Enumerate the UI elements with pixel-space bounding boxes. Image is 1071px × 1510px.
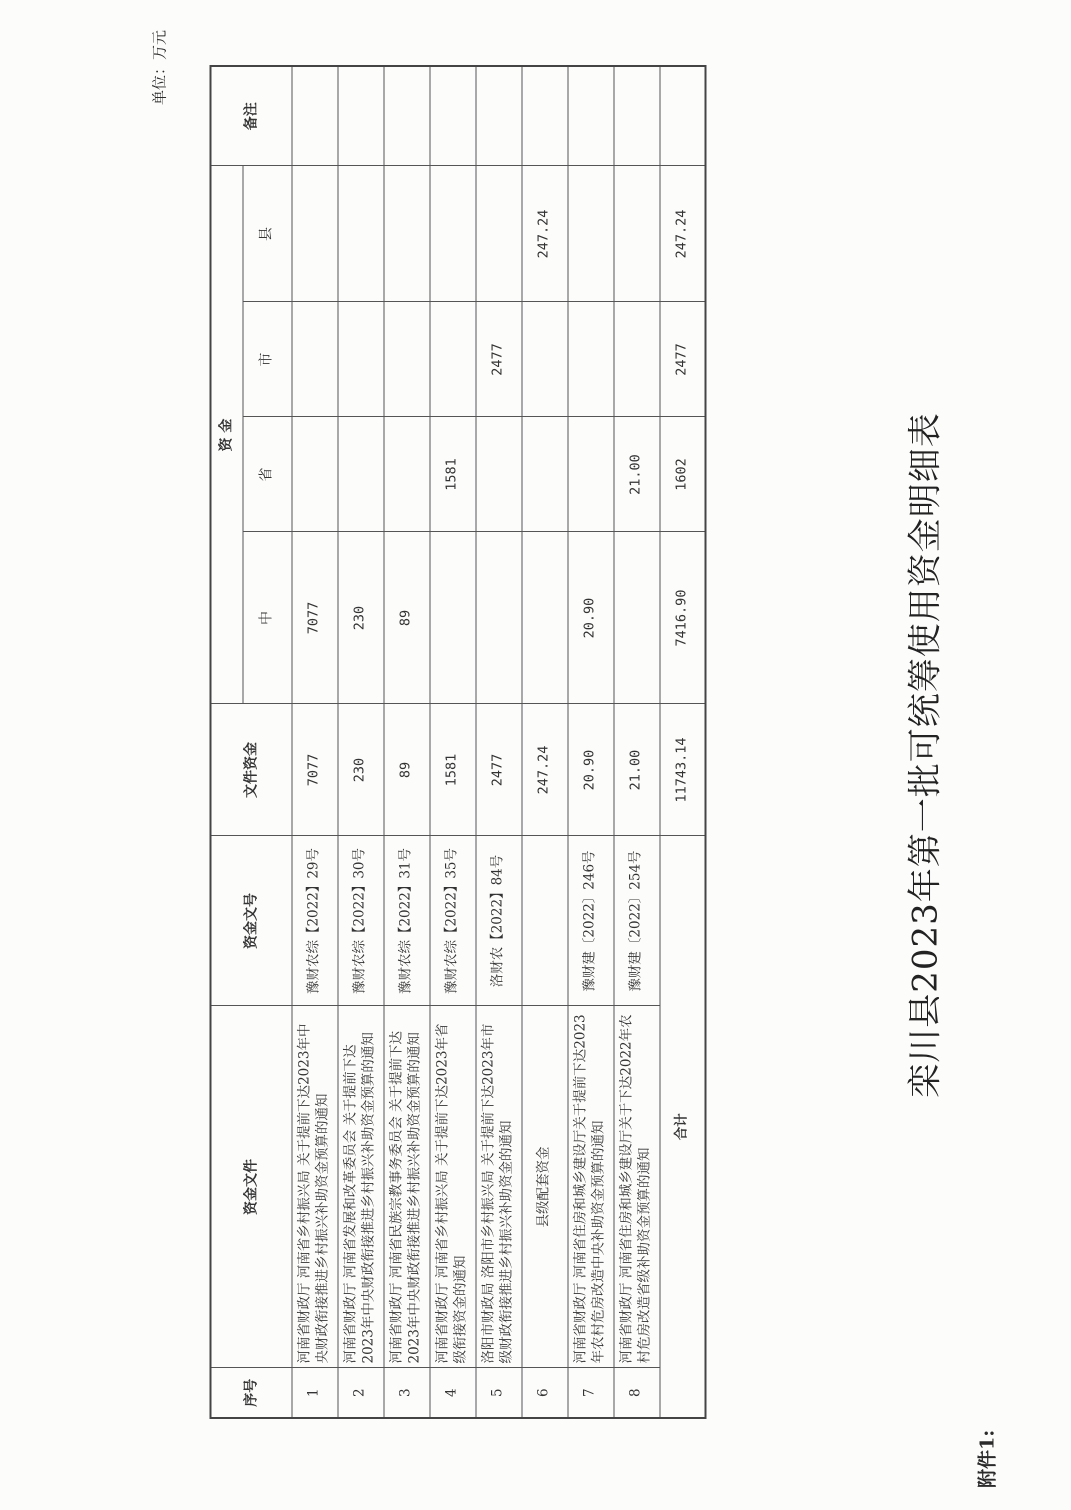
total-province: 1602: [659, 417, 705, 532]
row-seq: 8: [613, 1368, 659, 1418]
header-province: 省: [242, 417, 291, 532]
row-province: 21.00: [613, 417, 659, 532]
row-remark: [291, 66, 337, 166]
row-doc: 河南省财政厅 河南省住房和城乡建设厅关于提前下达2023年农村危房改造中央补助资金预算的通知: [567, 1006, 613, 1368]
row-city: 2477: [475, 302, 521, 417]
total-county: 247.24: [659, 166, 705, 302]
row-doc-no: 洛财农【2022】84号: [475, 836, 521, 1006]
row-central: [429, 532, 475, 704]
header-county: 县: [242, 166, 291, 302]
row-county: 247.24: [521, 166, 567, 302]
row-seq: 1: [291, 1368, 337, 1418]
page-title: 栾川县2023年第一批可统筹使用资金明细表: [905, 412, 945, 1098]
total-row: [659, 66, 705, 1418]
row-central: [475, 532, 521, 704]
row-remark: [337, 66, 383, 166]
row-doc-no: 豫财建〔2022〕246号: [567, 836, 613, 1006]
row-province: [291, 417, 337, 532]
total-central: 7416.90: [659, 532, 705, 704]
row-doc-no: 豫财农综【2022】35号: [429, 836, 475, 1006]
total-city: 2477: [659, 302, 705, 417]
row-doc-no: 豫财农综【2022】30号: [337, 836, 383, 1006]
row-city: [567, 302, 613, 417]
row-central: 230: [337, 532, 383, 704]
header-city: 市: [242, 302, 291, 417]
row-doc: 河南省财政厅 河南省乡村振兴局 关于提前下达2023年中央财政衔接推进乡村振兴补助资金预算的通知: [291, 1006, 337, 1368]
row-doc-no: 豫财农综【2022】29号: [291, 836, 337, 1006]
header-doc-no: 资金文号: [210, 836, 291, 1006]
row-seq: 4: [429, 1368, 475, 1418]
total-amount: 11743.14: [659, 704, 705, 836]
funds-table: [209, 65, 706, 1419]
row-doc: 县级配套资金: [521, 1006, 567, 1368]
header-fund: 资 金: [210, 166, 242, 704]
table-row: [567, 66, 613, 1418]
total-remark: [659, 66, 705, 166]
row-amount: 2477: [475, 704, 521, 836]
row-amount: 247.24: [521, 704, 567, 836]
row-amount: 230: [337, 704, 383, 836]
row-county: [383, 166, 429, 302]
row-doc-no: [521, 836, 567, 1006]
row-amount: 89: [383, 704, 429, 836]
table-row: [521, 66, 567, 1418]
header-doc: 资金文件: [210, 1006, 291, 1368]
unit-label: 单位：万元: [150, 29, 168, 105]
row-province: [521, 417, 567, 532]
row-doc: 河南省财政厅 河南省民族宗教事务委员会 关于提前下达2023年中央财政衔接推进乡村振兴补助资金预算的通知: [383, 1006, 429, 1368]
row-province: 1581: [429, 417, 475, 532]
header-doc-amount: 文件资金: [210, 704, 291, 836]
table-row: [475, 66, 521, 1418]
row-county: [337, 166, 383, 302]
row-city: [521, 302, 567, 417]
row-province: [337, 417, 383, 532]
table-row: [383, 66, 429, 1418]
table-row: [337, 66, 383, 1418]
table-row: [429, 66, 475, 1418]
row-remark: [567, 66, 613, 166]
row-remark: [475, 66, 521, 166]
row-central: 89: [383, 532, 429, 704]
row-amount: 7077: [291, 704, 337, 836]
row-seq: 7: [567, 1368, 613, 1418]
row-county: [613, 166, 659, 302]
row-central: [613, 532, 659, 704]
row-doc: 河南省财政厅 河南省乡村振兴局 关于提前下达2023年省级衔接资金的通知: [429, 1006, 475, 1368]
row-remark: [613, 66, 659, 166]
header-central: 中: [242, 532, 291, 704]
row-amount: 21.00: [613, 704, 659, 836]
row-city: [613, 302, 659, 417]
row-doc: 河南省财政厅 河南省发展和改革委员会 关于提前下达2023年中央财政衔接推进乡村振兴补助资金预算的通知: [337, 1006, 383, 1368]
row-city: [429, 302, 475, 417]
header-seq: 序号: [210, 1368, 291, 1418]
row-seq: 6: [521, 1368, 567, 1418]
row-amount: 1581: [429, 704, 475, 836]
row-central: 20.90: [567, 532, 613, 704]
table-row: [291, 66, 337, 1418]
row-amount: 20.90: [567, 704, 613, 836]
row-central: [521, 532, 567, 704]
row-remark: [521, 66, 567, 166]
row-seq: 2: [337, 1368, 383, 1418]
row-city: [337, 302, 383, 417]
row-city: [383, 302, 429, 417]
row-county: [291, 166, 337, 302]
attachment-label: 附件1:: [976, 1429, 998, 1488]
header-remark: 备注: [210, 66, 291, 166]
table-row: [613, 66, 659, 1418]
row-doc-no: 豫财农综【2022】31号: [383, 836, 429, 1006]
row-city: [291, 302, 337, 417]
row-county: [567, 166, 613, 302]
row-remark: [383, 66, 429, 166]
row-county: [475, 166, 521, 302]
row-province: [383, 417, 429, 532]
row-doc: 洛阳市财政局 洛阳市乡村振兴局 关于提前下达2023年市级财政衔接推进乡村振兴补助资金的通知: [475, 1006, 521, 1368]
row-province: [567, 417, 613, 532]
row-province: [475, 417, 521, 532]
row-seq: 5: [475, 1368, 521, 1418]
row-doc-no: 豫财建〔2022〕254号: [613, 836, 659, 1006]
row-doc: 河南省财政厅 河南省住房和城乡建设厅关于下达2022年农村危房改造省级补助资金预算的通知: [613, 1006, 659, 1368]
total-label: 合计: [659, 836, 705, 1418]
row-seq: 3: [383, 1368, 429, 1418]
row-remark: [429, 66, 475, 166]
row-central: 7077: [291, 532, 337, 704]
row-county: [429, 166, 475, 302]
